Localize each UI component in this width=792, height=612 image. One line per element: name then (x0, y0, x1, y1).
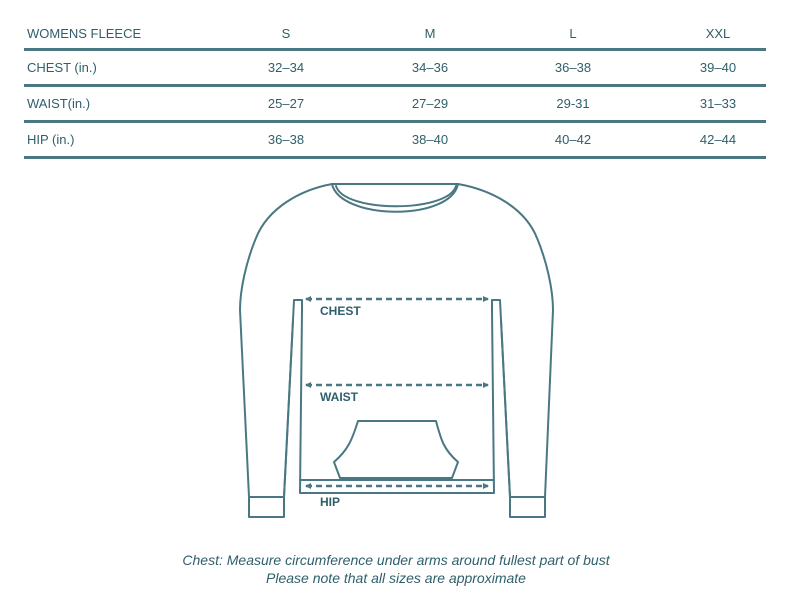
chest-value-l: 36–38 (554, 60, 592, 75)
size-header-l: L (569, 25, 577, 41)
table-title: WOMENS FLEECE (27, 25, 142, 41)
size-header-s: S (281, 25, 291, 41)
size-header-xxl: XXL (705, 25, 731, 41)
size-header-m: M (424, 25, 436, 41)
chest-value-xxl: 39–40 (699, 60, 737, 75)
hip-value-xxl: 42–44 (699, 132, 737, 147)
waist-value-xxl: 31–33 (699, 96, 737, 111)
hip-label: HIP (320, 495, 341, 509)
pocket (334, 421, 458, 478)
chest-label: CHEST (320, 304, 361, 318)
row-label-hip: HIP (in.) (27, 132, 75, 147)
waist-label: WAIST (320, 390, 358, 404)
hip-value-m: 38–40 (411, 132, 449, 147)
row-label-waist: WAIST(in.) (27, 96, 91, 111)
right-sleeve-inner (501, 320, 510, 497)
chest-value-s: 32–34 (267, 60, 305, 75)
approximate-note: Please note that all sizes are approximate (266, 570, 526, 586)
chest-value-m: 34–36 (411, 60, 449, 75)
hip-value-s: 36–38 (267, 132, 305, 147)
hip-value-l: 40–42 (554, 132, 592, 147)
waist-value-l: 29-31 (556, 96, 590, 111)
row-label-chest: CHEST (in.) (27, 60, 97, 75)
left-sleeve-inner (284, 320, 293, 497)
chest-measure-note: Chest: Measure circumference under arms around fullest part of bust (182, 552, 610, 568)
waist-value-s: 25–27 (267, 96, 305, 111)
waist-value-m: 27–29 (411, 96, 449, 111)
collar (332, 184, 458, 212)
sweatshirt-outline (240, 184, 553, 517)
